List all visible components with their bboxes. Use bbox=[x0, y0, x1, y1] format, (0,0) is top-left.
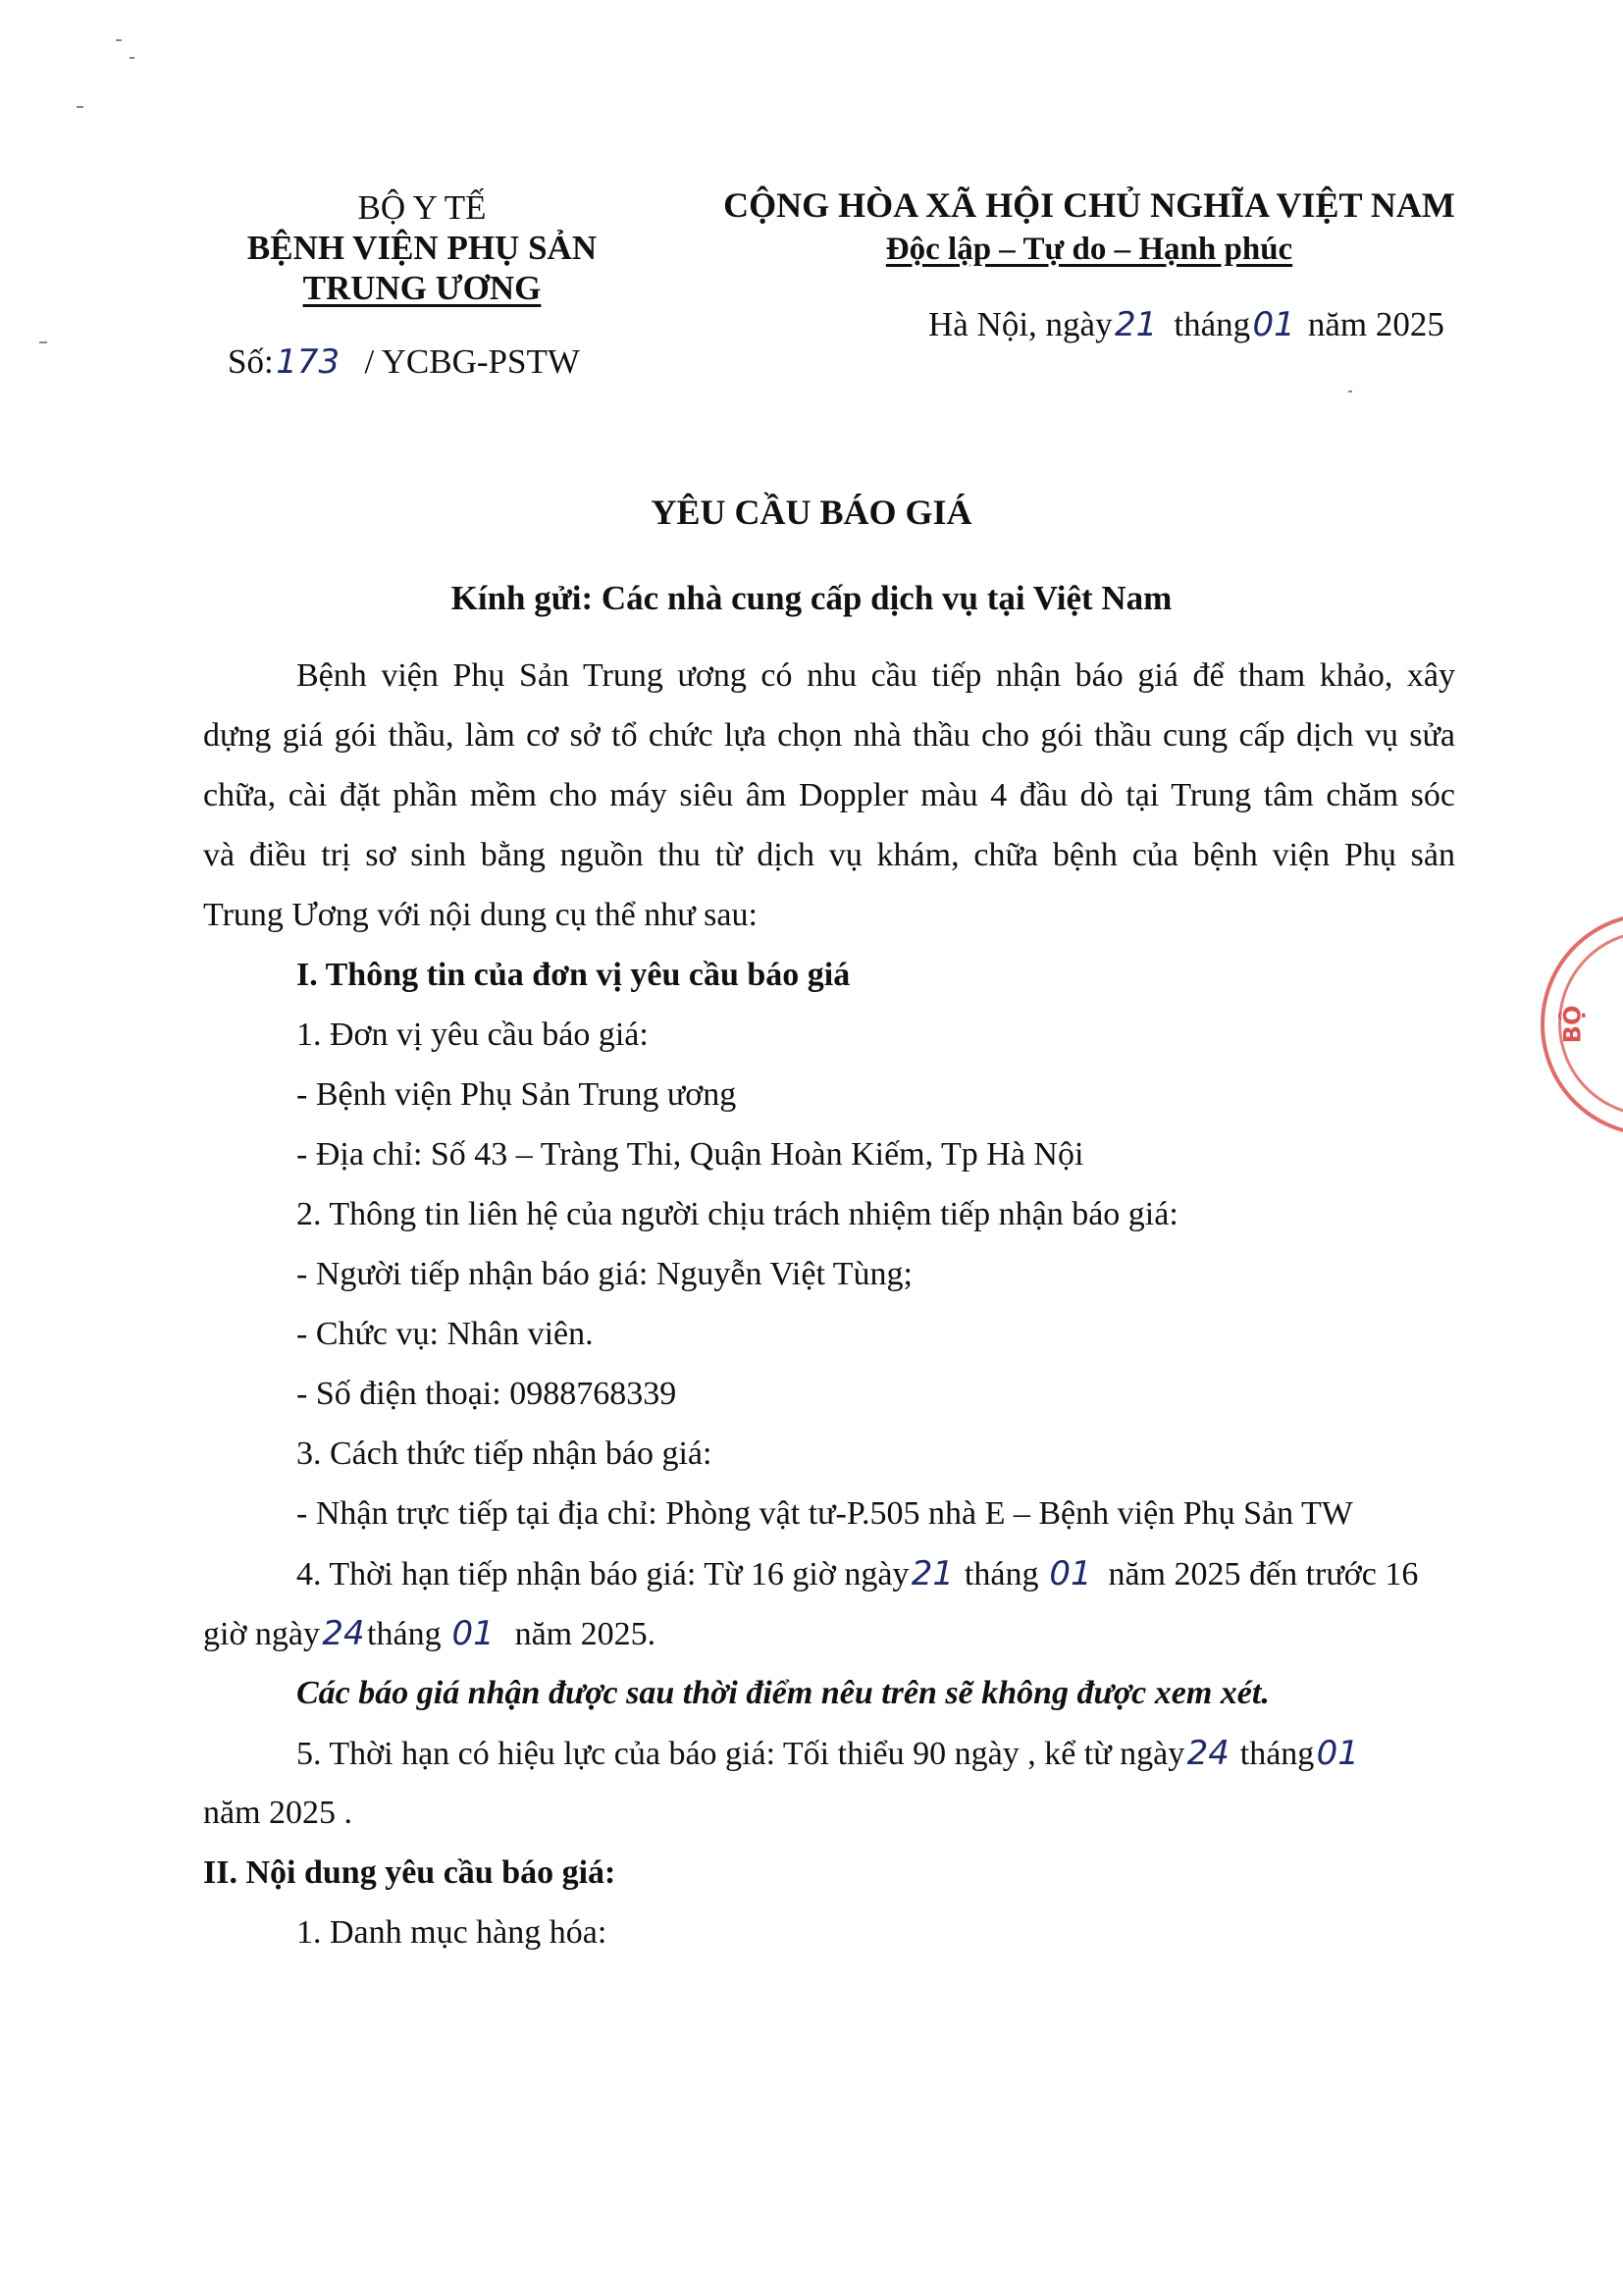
unit-address: - Địa chỉ: Số 43 – Tràng Thi, Quận Hoàn Kiếm, Tp Hà Nội bbox=[296, 1136, 1084, 1173]
receiver-phone: - Số điện thoại: 0988768339 bbox=[296, 1376, 677, 1412]
item4-month2: 01 bbox=[451, 1614, 495, 1653]
recipient-line: Kính gửi: Các nhà cung cấp dịch vụ tại Việt Nam bbox=[450, 579, 1173, 617]
issue-date-prefix: Hà Nội, ngày bbox=[928, 305, 1113, 343]
ministry-name: BỘ Y TẾ bbox=[357, 188, 487, 227]
national-motto: Độc lập – Tự do – Hạnh phúc bbox=[885, 232, 1293, 267]
intro-line: Bệnh viện Phụ Sản Trung ương có nhu cầu tiếp nhận báo giá để tham khảo, xây bbox=[296, 657, 1455, 694]
section1-item5-line1 bbox=[296, 1733, 1361, 1775]
issue-date-month: 01 bbox=[1252, 305, 1295, 344]
item4-text-c: năm 2025 đến trước 16 bbox=[1108, 1556, 1419, 1592]
receiver-position: - Chức vụ: Nhân viên. bbox=[296, 1316, 594, 1352]
item4-month1: 01 bbox=[1049, 1554, 1092, 1593]
item4-text-b: tháng bbox=[964, 1556, 1039, 1592]
deadline-note: Các báo giá nhận được sau thời điểm nêu trên sẽ không được xem xét. bbox=[296, 1675, 1270, 1711]
section1-item3: 3. Cách thức tiếp nhận báo giá: bbox=[296, 1435, 712, 1472]
section1-heading: I. Thông tin của đơn vị yêu cầu báo giá bbox=[296, 957, 851, 993]
receive-method: - Nhận trực tiếp tại địa chỉ: Phòng vật tư-P.505 nhà E – Bệnh viện Phụ Sản TW bbox=[296, 1495, 1353, 1532]
official-stamp-text: BỘ bbox=[1558, 1005, 1587, 1044]
hospital-name-line2: TRUNG ƯƠNG bbox=[302, 269, 542, 307]
issue-date-day: 21 bbox=[1114, 305, 1158, 344]
document-number-suffix: / YCBG-PSTW bbox=[364, 342, 580, 381]
unit-name: - Bệnh viện Phụ Sản Trung ương bbox=[296, 1076, 737, 1113]
section1-item2: 2. Thông tin liên hệ của người chịu trách nhiệm tiếp nhận báo giá: bbox=[296, 1196, 1178, 1232]
document-title: YÊU CẦU BÁO GIÁ bbox=[651, 493, 972, 532]
issue-date bbox=[928, 304, 1444, 345]
intro-line: dựng giá gói thầu, làm cơ sở tổ chức lựa chọn nhà thầu cho gói thầu cung cấp dịch vụ sửa bbox=[203, 717, 1455, 754]
section1-item1: 1. Đơn vị yêu cầu báo giá: bbox=[296, 1017, 649, 1053]
document-number bbox=[228, 341, 580, 383]
section2-heading: II. Nội dung yêu cầu báo giá: bbox=[203, 1854, 616, 1891]
item5-year: năm 2025 . bbox=[203, 1795, 353, 1831]
scan-speck bbox=[77, 106, 83, 108]
document-number-handwritten: 173 bbox=[276, 342, 340, 382]
scan-speck bbox=[116, 39, 122, 41]
intro-line: Trung Ương với nội dung cụ thể như sau: bbox=[203, 897, 758, 933]
section1-item4-line2 bbox=[203, 1613, 655, 1655]
item5-day: 24 bbox=[1186, 1734, 1230, 1773]
issue-date-year: năm 2025 bbox=[1307, 305, 1444, 343]
document-number-prefix: Số: bbox=[228, 342, 274, 381]
scan-speck bbox=[1348, 391, 1352, 392]
item4-text-d: giờ ngày bbox=[203, 1616, 321, 1652]
item4-day1: 21 bbox=[911, 1554, 955, 1593]
item4-text-a: 4. Thời hạn tiếp nhận báo giá: Từ 16 giờ ngày bbox=[296, 1556, 910, 1592]
scan-speck bbox=[39, 341, 47, 343]
intro-line: và điều trị sơ sinh bằng nguồn thu từ dịch vụ khám, chữa bệnh của bệnh viện Phụ sản bbox=[203, 837, 1455, 873]
country-name: CỘNG HÒA XÃ HỘI CHỦ NGHĨA VIỆT NAM bbox=[723, 185, 1455, 225]
intro-line: chữa, cài đặt phần mềm cho máy siêu âm Doppler màu 4 đầu dò tại Trung tâm chăm sóc bbox=[203, 777, 1455, 813]
scan-speck bbox=[130, 57, 134, 59]
section2-item1: 1. Danh mục hàng hóa: bbox=[296, 1914, 607, 1951]
item4-day2: 24 bbox=[322, 1614, 365, 1653]
issue-date-month-label: tháng bbox=[1174, 305, 1251, 343]
hospital-name-line1: BỆNH VIỆN PHỤ SẢN bbox=[246, 229, 598, 267]
item5-month: 01 bbox=[1316, 1734, 1359, 1773]
item5-text-a: 5. Thời hạn có hiệu lực của báo giá: Tối thiểu 90 ngày , kể từ ngày bbox=[296, 1736, 1185, 1772]
item5-text-b: tháng bbox=[1239, 1736, 1315, 1772]
item4-text-f: năm 2025. bbox=[514, 1616, 656, 1652]
receiver-name: - Người tiếp nhận báo giá: Nguyễn Việt Tùng; bbox=[296, 1256, 914, 1292]
item4-text-e: tháng bbox=[367, 1616, 442, 1652]
section1-item4-line1 bbox=[296, 1553, 1418, 1595]
